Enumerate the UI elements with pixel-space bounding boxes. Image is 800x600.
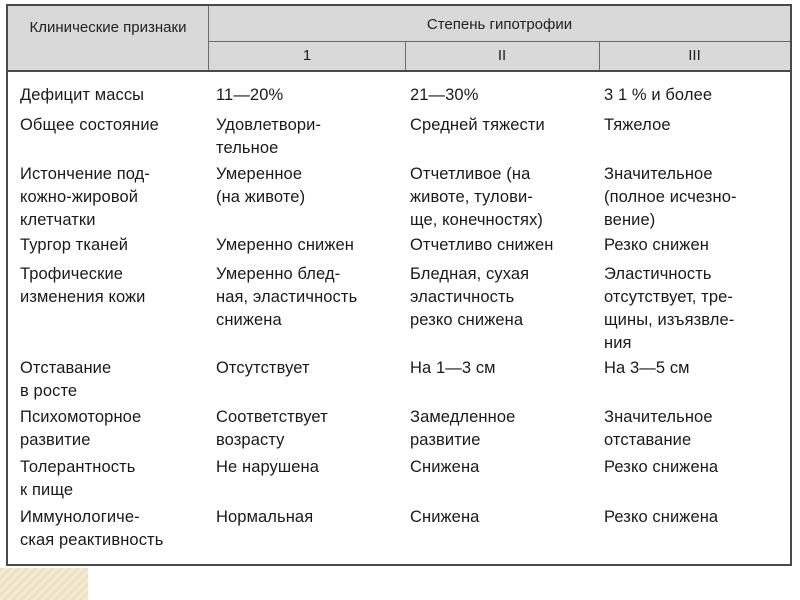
row-feature: Иммунологиче- ская реактивность [20, 508, 164, 549]
row-degree-2: Отчетливое (на животе, тулови- ще, конечностях) [410, 165, 544, 229]
row-degree-3: Значительное отставание [604, 408, 713, 449]
row-degree-2: Отчетливо снижен [410, 236, 554, 254]
row-degree-1: Умеренно снижен [216, 236, 355, 254]
row-degree-2: 21—30% [410, 86, 479, 104]
row-feature: Толерантность к пище [20, 458, 136, 499]
hypotrophy-table [6, 4, 792, 566]
row-degree-1: Умеренно блед- ная, эластичность снижена [216, 265, 358, 329]
row-degree-1: Умеренное (на животе) [216, 165, 306, 206]
row-feature: Истончение под- кожно-жировой клетчатки [20, 165, 151, 229]
header-clinical-features: Клинические признаки [29, 19, 187, 36]
row-degree-1: Соответствует возрасту [216, 408, 328, 449]
row-degree-1: 11—20% [216, 86, 284, 104]
row-degree-2: Бледная, сухая эластичность резко снижена [410, 265, 530, 329]
row-degree-3: Тяжелое [604, 116, 671, 134]
header-degree-2: II [497, 47, 507, 64]
row-degree-2: Средней тяжести [410, 116, 545, 134]
row-degree-2: На 1—3 см [410, 359, 496, 377]
header-col-divider-2 [405, 41, 406, 70]
row-degree-3: 3 1 % и более [604, 86, 713, 104]
row-feature: Психомоторное развитие [20, 408, 142, 449]
row-degree-1: Отсутствует [216, 359, 310, 377]
row-degree-1: Нормальная [216, 508, 314, 526]
row-feature: Дефицит массы [20, 86, 145, 104]
row-degree-2: Снижена [410, 458, 480, 476]
row-degree-3: Резко снижена [604, 458, 719, 476]
row-feature: Общее состояние [20, 116, 159, 134]
header-divider [209, 41, 790, 42]
table-header [8, 6, 790, 72]
row-degree-3: На 3—5 см [604, 359, 690, 377]
row-feature: Тургор тканей [20, 236, 129, 254]
header-col-divider-3 [599, 41, 600, 70]
row-degree-3: Резко снижена [604, 508, 719, 526]
row-degree-3: Значительное (полное исчезно- вение) [604, 165, 737, 229]
row-degree-1: Не нарушена [216, 458, 320, 476]
row-degree-1: Удовлетвори- тельное [216, 116, 322, 157]
row-feature: Отставание в росте [20, 359, 112, 400]
row-degree-3: Эластичность отсутствует, тре- щины, изъязвле- ния [604, 265, 735, 352]
header-degree-1: 1 [302, 47, 312, 64]
header-degree-title: Степень гипотрофии [426, 16, 573, 33]
decorative-strip [0, 568, 88, 600]
row-degree-2: Снижена [410, 508, 480, 526]
row-degree-2: Замедленное развитие [410, 408, 516, 449]
header-degree-3: III [688, 47, 701, 64]
row-feature: Трофические изменения кожи [20, 265, 146, 306]
row-degree-3: Резко снижен [604, 236, 709, 254]
header-col-divider-1 [208, 6, 209, 70]
